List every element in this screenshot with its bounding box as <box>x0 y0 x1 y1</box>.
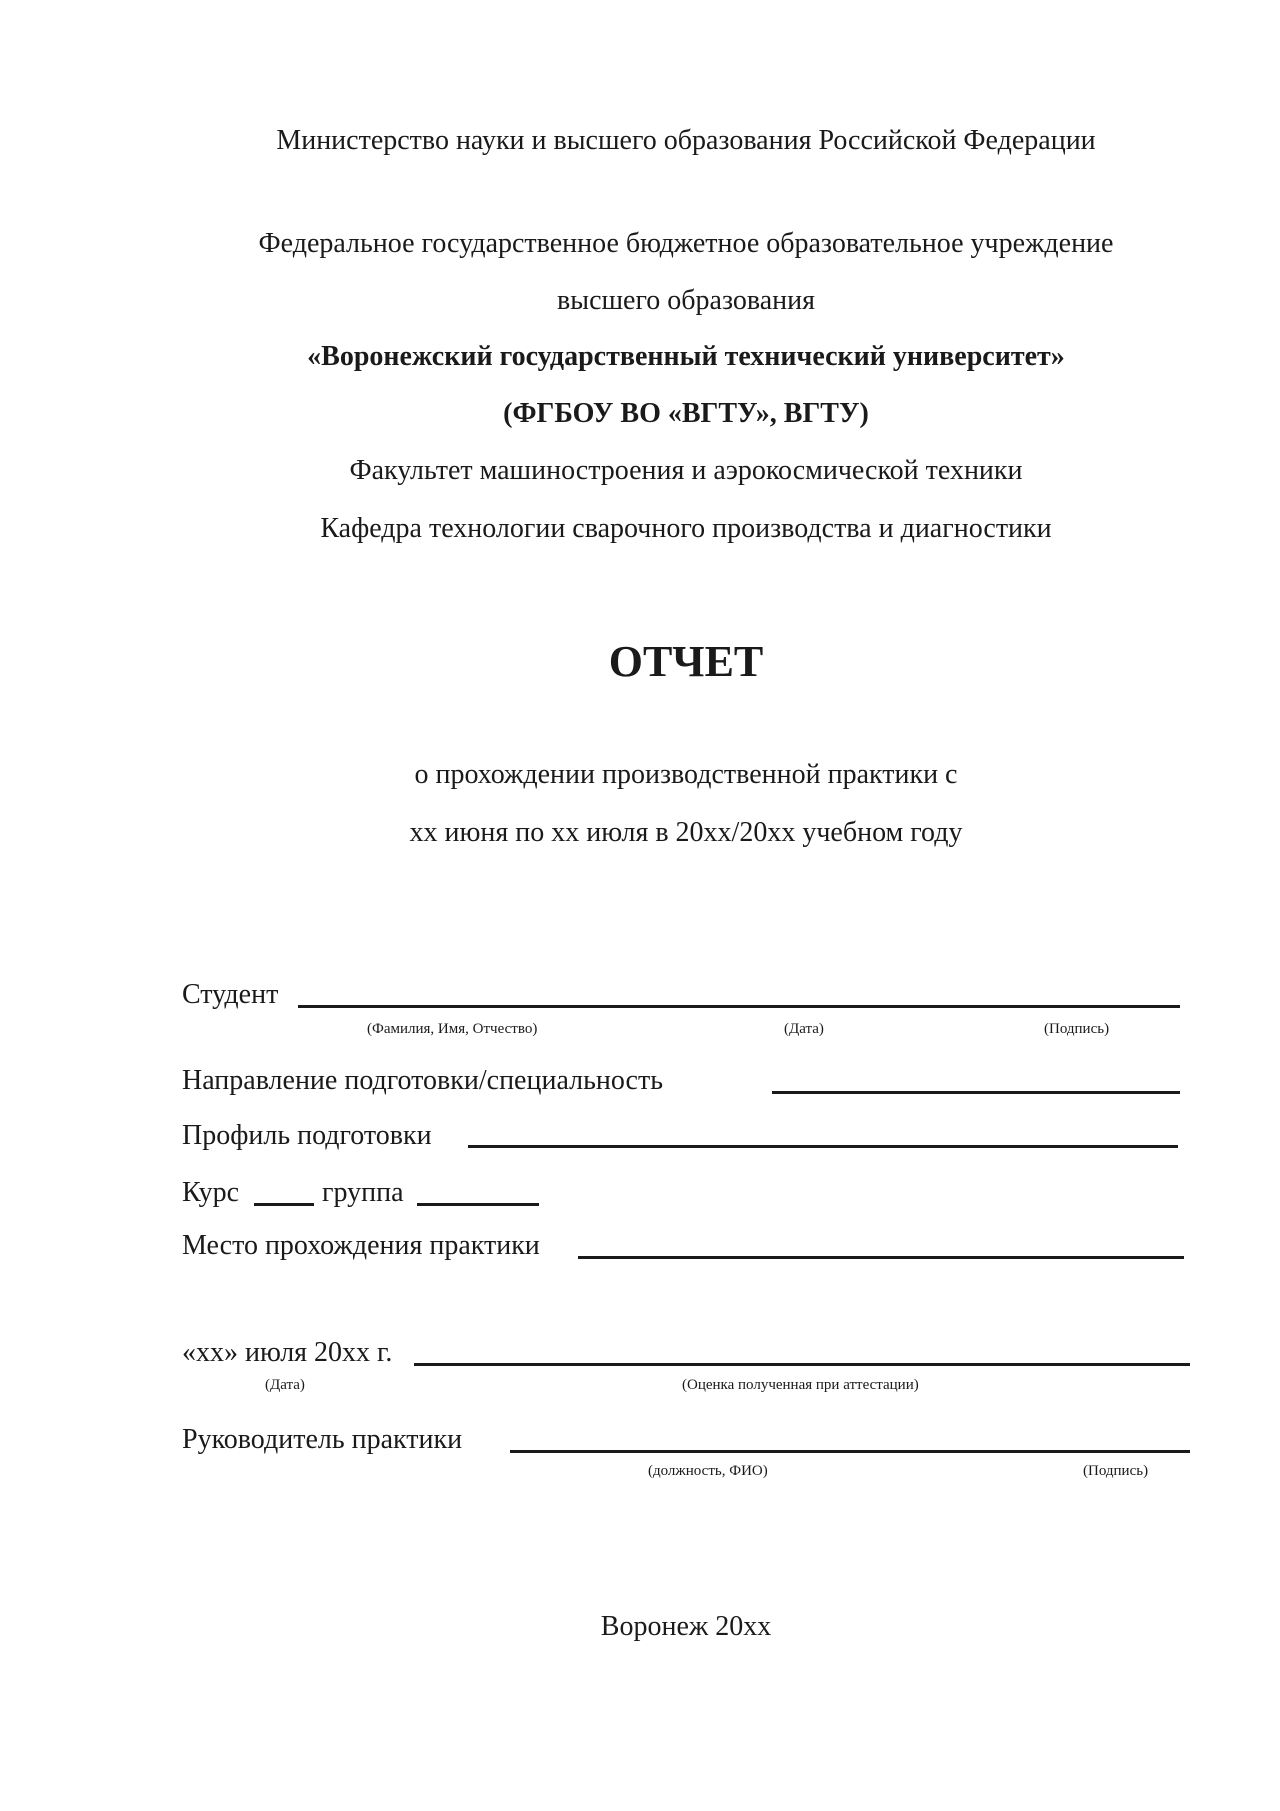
place-label: Место прохождения практики <box>182 1230 540 1261</box>
date-value: «хх» июля 20хх г. <box>182 1337 393 1368</box>
student-label: Студент <box>182 979 279 1010</box>
supervisor-caption-sign: (Подпись) <box>1083 1463 1149 1479</box>
grade-caption: (Оценка полученная при аттестации) <box>682 1377 919 1393</box>
direction-label: Направление подготовки/специальность <box>182 1065 663 1096</box>
city-year: Воронеж 20хх <box>600 1611 772 1642</box>
faculty-line: Факультет машиностроения и аэрокосмической техники <box>349 455 1023 486</box>
student-caption-name: (Фамилия, Имя, Отчество) <box>367 1021 538 1037</box>
group-blank-line[interactable] <box>417 1203 539 1206</box>
profile-label: Профиль подготовки <box>182 1120 432 1151</box>
direction-blank-line[interactable] <box>772 1091 1180 1094</box>
report-subtitle-line-2: хх июня по хх июля в 20хх/20хх учебном году <box>409 817 963 848</box>
university-name: «Воронежский государственный технический университет» <box>307 341 1065 372</box>
date-caption: (Дата) <box>265 1377 305 1393</box>
report-subtitle-line-1: о прохождении производственной практики с <box>414 759 958 790</box>
profile-blank-line[interactable] <box>468 1145 1178 1148</box>
student-blank-line[interactable] <box>298 1005 1180 1008</box>
institution-type-line-1: Федеральное государственное бюджетное образовательное учреждение <box>258 228 1114 259</box>
department-line: Кафедра технологии сварочного производства и диагностики <box>320 513 1052 544</box>
grade-blank-line[interactable] <box>414 1363 1190 1366</box>
course-label: Курс <box>182 1177 239 1208</box>
institution-type-line-2: высшего образования <box>557 285 815 316</box>
ministry-line: Министерство науки и высшего образования Российской Федерации <box>276 125 1096 156</box>
student-caption-sign: (Подпись) <box>1044 1021 1110 1037</box>
supervisor-blank-line[interactable] <box>510 1450 1190 1453</box>
report-title: ОТЧЕТ <box>608 637 764 686</box>
student-caption-date: (Дата) <box>784 1021 824 1037</box>
place-blank-line[interactable] <box>578 1256 1184 1259</box>
course-blank-line[interactable] <box>254 1203 314 1206</box>
supervisor-label: Руководитель практики <box>182 1424 463 1455</box>
group-label: группа <box>322 1177 404 1208</box>
supervisor-caption-position: (должность, ФИО) <box>648 1463 768 1479</box>
university-abbreviation: (ФГБОУ ВО «ВГТУ», ВГТУ) <box>503 398 869 429</box>
